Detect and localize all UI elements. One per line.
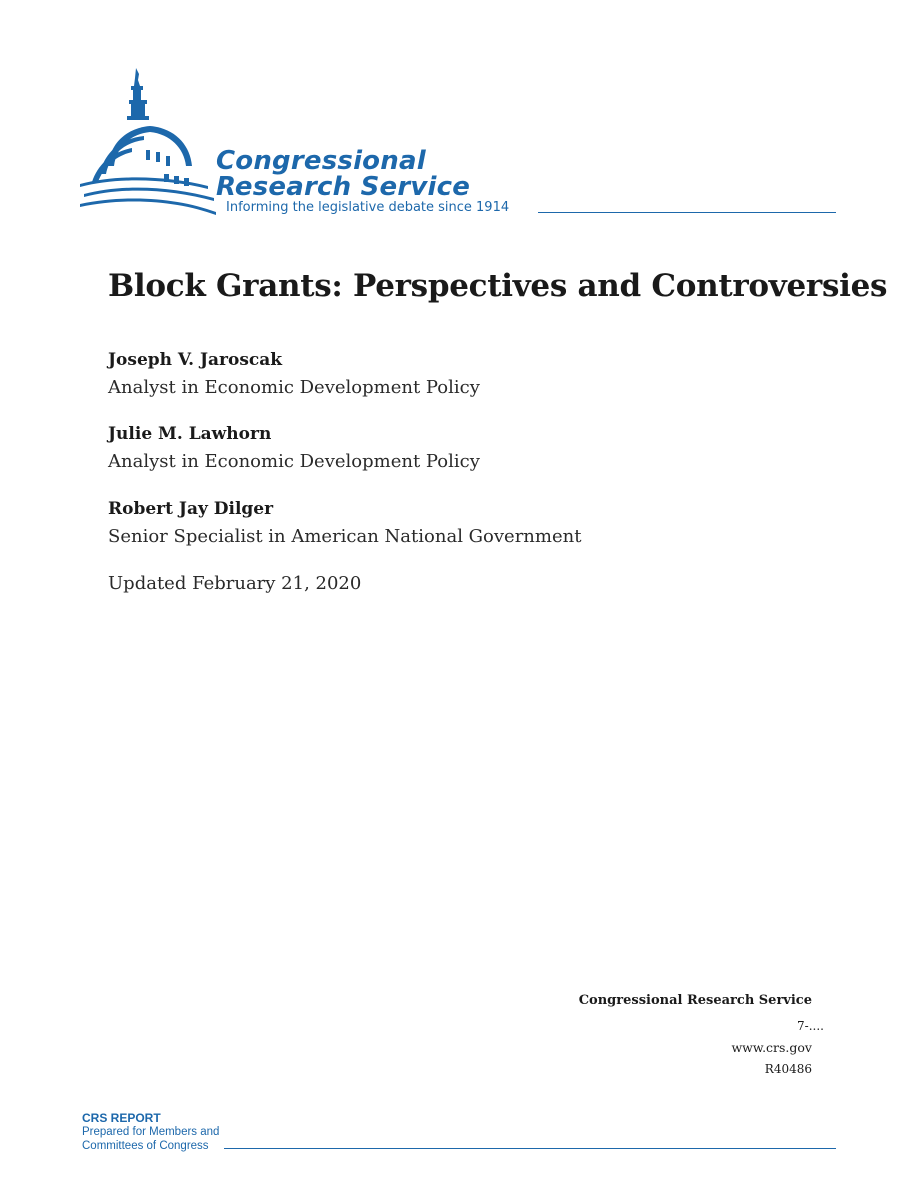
footer-report-id: R40486 <box>764 1062 812 1076</box>
author-name: Joseph V. Jaroscak <box>108 350 283 370</box>
updated-date: Updated February 21, 2020 <box>108 573 362 594</box>
author-name: Julie M. Lawhorn <box>108 424 272 444</box>
crs-report-line1: Prepared for Members and <box>82 1126 220 1138</box>
author-role: Analyst in Economic Development Policy <box>108 451 480 472</box>
crs-report-heading: CRS REPORT <box>82 1111 161 1125</box>
author-role: Analyst in Economic Development Policy <box>108 377 480 398</box>
logo-name-line2: Research Service <box>216 172 471 202</box>
logo-name-line1: Congressional <box>216 146 426 176</box>
logo-divider <box>538 212 836 213</box>
footer-number: 7-.... <box>797 1019 824 1033</box>
crs-report-label <box>82 1111 219 1153</box>
capitol-dome-icon <box>78 66 218 218</box>
footer-organization: Congressional Research Service <box>578 993 812 1008</box>
crs-report-line2: Committees of Congress <box>82 1140 209 1152</box>
footer-website[interactable]: www.crs.gov <box>731 1040 812 1055</box>
author-role: Senior Specialist in American National Government <box>108 526 582 547</box>
author-name: Robert Jay Dilger <box>108 499 274 519</box>
logo-tagline: Informing the legislative debate since 1914 <box>226 200 510 215</box>
crs-logo <box>78 66 838 226</box>
footer-divider <box>224 1148 836 1149</box>
report-title: Block Grants: Perspectives and Controversies <box>108 268 888 304</box>
